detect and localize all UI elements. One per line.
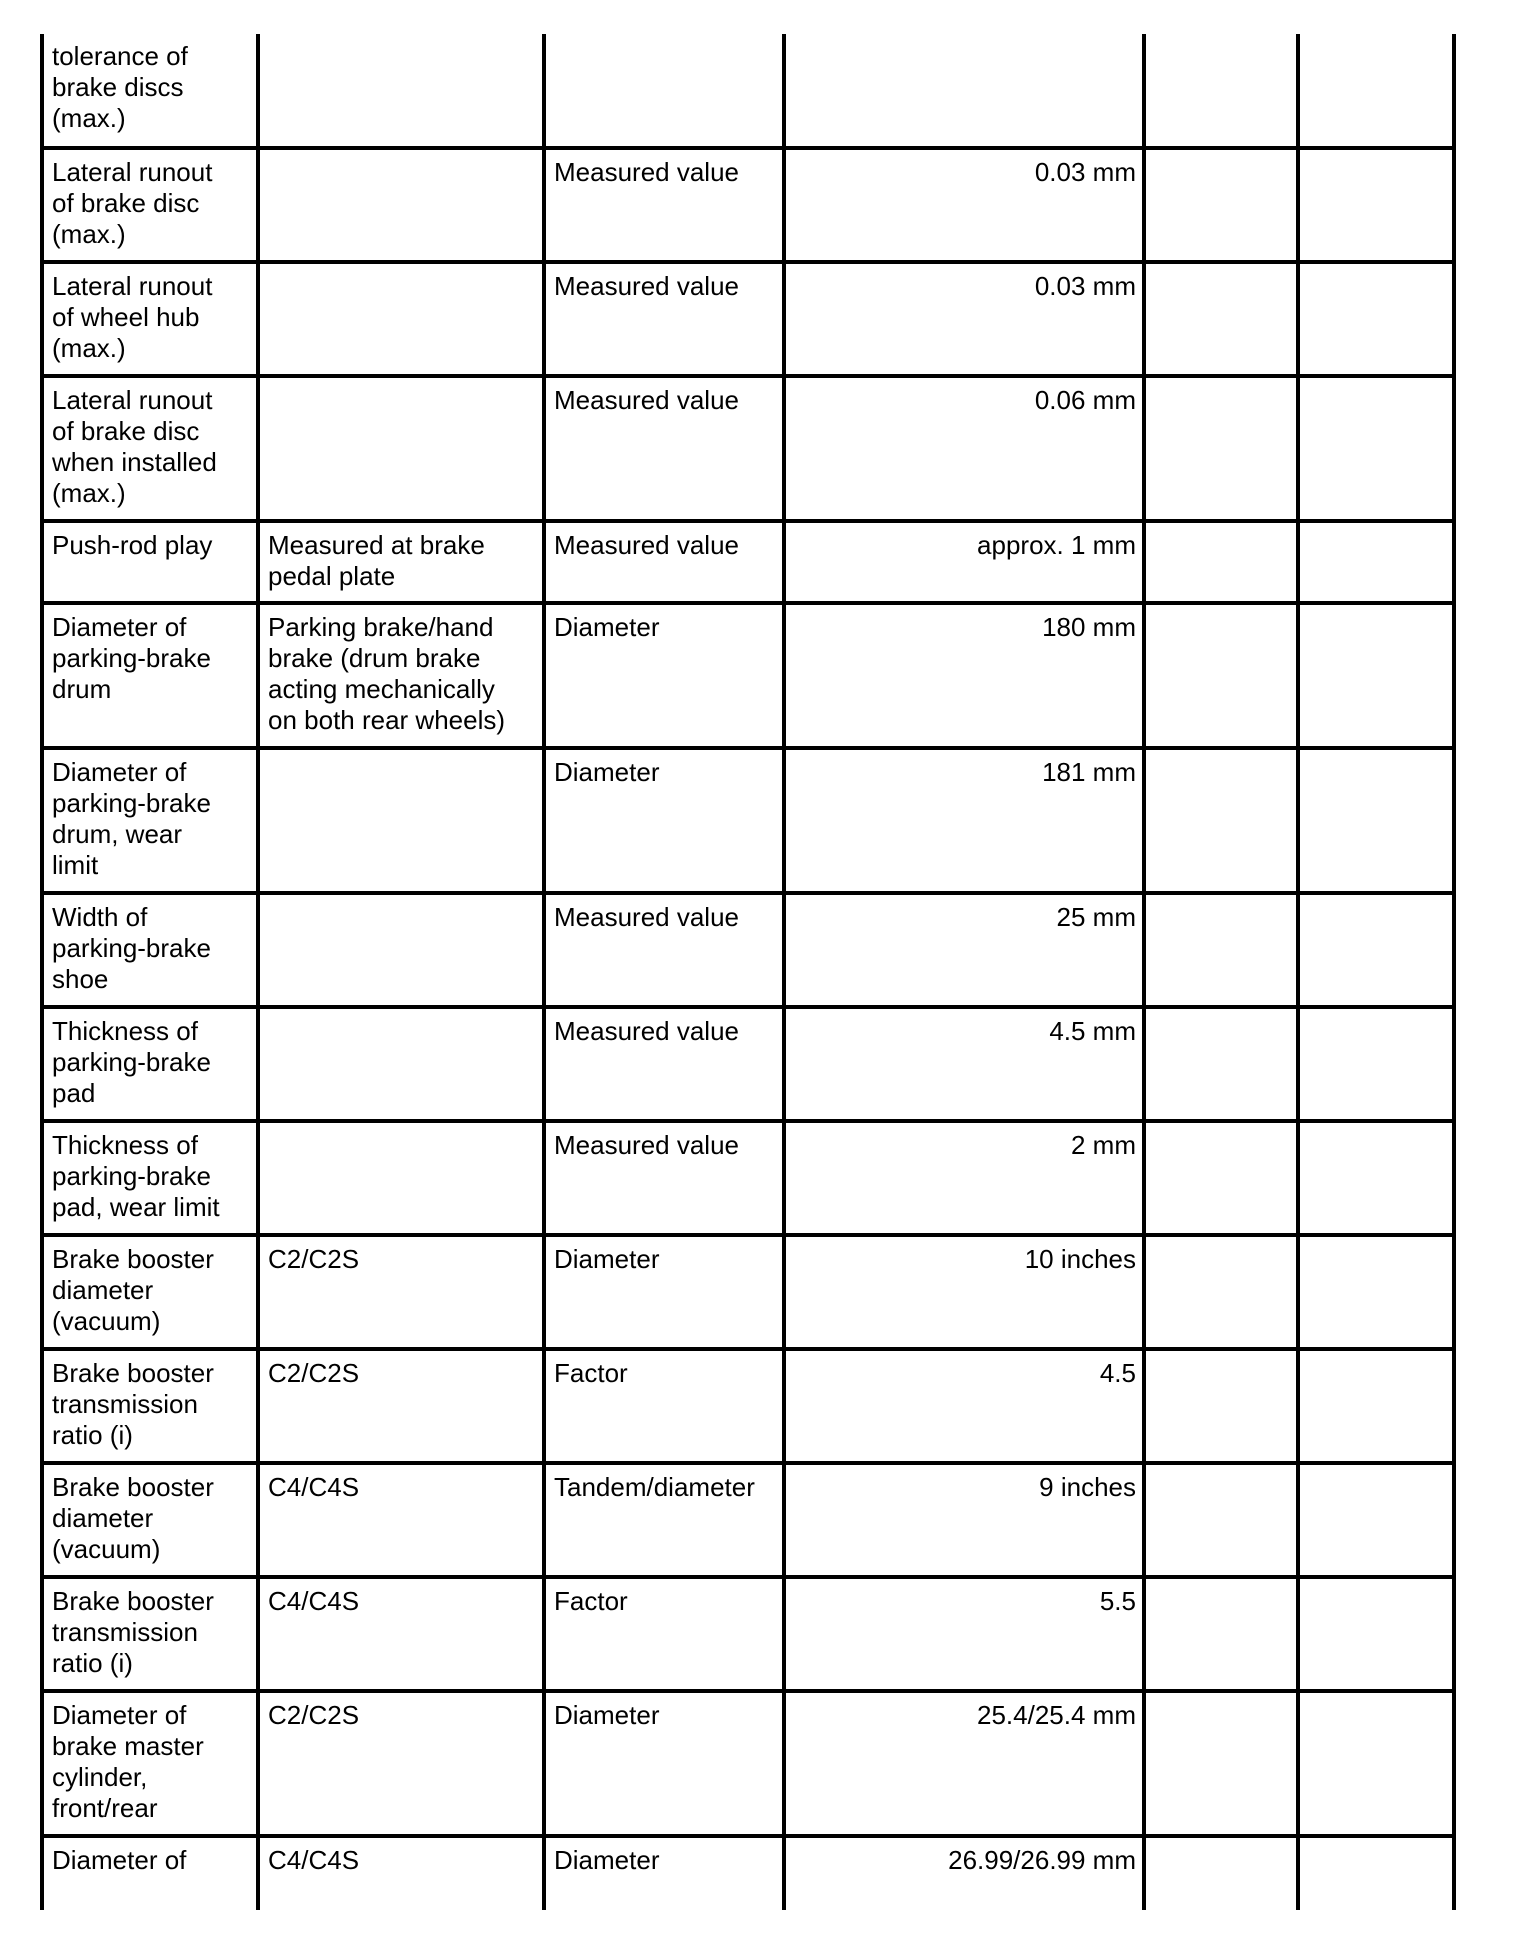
empty-cell bbox=[1144, 376, 1298, 521]
condition-cell bbox=[258, 262, 544, 376]
parameter-cell: Brake booster diameter (vacuum) bbox=[42, 1463, 258, 1577]
table-row bbox=[42, 1007, 1454, 1121]
table-row bbox=[42, 603, 1454, 748]
condition-cell bbox=[258, 34, 544, 148]
condition-cell: C4/C4S bbox=[258, 1836, 544, 1910]
table-row bbox=[42, 748, 1454, 893]
empty-cell bbox=[1144, 148, 1298, 262]
parameter-cell: tolerance of brake discs (max.) bbox=[42, 34, 258, 148]
specification-table bbox=[40, 34, 1456, 1910]
type-cell: Diameter bbox=[544, 1836, 784, 1910]
parameter-cell: Push-rod play bbox=[42, 521, 258, 603]
parameter-cell: Diameter of brake master cylinder, front/rear bbox=[42, 1691, 258, 1836]
parameter-cell: Thickness of parking-brake pad, wear limit bbox=[42, 1121, 258, 1235]
empty-cell bbox=[1298, 1007, 1454, 1121]
empty-cell bbox=[1144, 34, 1298, 148]
empty-cell bbox=[1298, 1836, 1454, 1910]
empty-cell bbox=[1144, 1836, 1298, 1910]
empty-cell bbox=[1144, 893, 1298, 1007]
empty-cell bbox=[1144, 1349, 1298, 1463]
condition-cell: C2/C2S bbox=[258, 1349, 544, 1463]
parameter-cell: Diameter of parking-brake drum bbox=[42, 603, 258, 748]
value-cell: 181 mm bbox=[784, 748, 1144, 893]
empty-cell bbox=[1144, 521, 1298, 603]
condition-cell: Measured at brake pedal plate bbox=[258, 521, 544, 603]
value-cell: 2 mm bbox=[784, 1121, 1144, 1235]
type-cell: Measured value bbox=[544, 148, 784, 262]
type-cell bbox=[544, 34, 784, 148]
parameter-cell: Diameter of bbox=[42, 1836, 258, 1910]
type-cell: Measured value bbox=[544, 1007, 784, 1121]
parameter-cell: Width of parking-brake shoe bbox=[42, 893, 258, 1007]
parameter-cell: Lateral runout of brake disc (max.) bbox=[42, 148, 258, 262]
empty-cell bbox=[1144, 1121, 1298, 1235]
value-cell: 0.06 mm bbox=[784, 376, 1144, 521]
table-row bbox=[42, 34, 1454, 148]
parameter-cell: Lateral runout of wheel hub (max.) bbox=[42, 262, 258, 376]
table-row bbox=[42, 376, 1454, 521]
type-cell: Measured value bbox=[544, 1121, 784, 1235]
empty-cell bbox=[1144, 1691, 1298, 1836]
type-cell: Diameter bbox=[544, 748, 784, 893]
condition-cell: C2/C2S bbox=[258, 1235, 544, 1349]
table-row bbox=[42, 262, 1454, 376]
type-cell: Diameter bbox=[544, 603, 784, 748]
type-cell: Measured value bbox=[544, 262, 784, 376]
value-cell: 180 mm bbox=[784, 603, 1144, 748]
table-row bbox=[42, 148, 1454, 262]
value-cell: 4.5 mm bbox=[784, 1007, 1144, 1121]
table-row bbox=[42, 1691, 1454, 1836]
table-row bbox=[42, 1577, 1454, 1691]
condition-cell bbox=[258, 748, 544, 893]
value-cell: 5.5 bbox=[784, 1577, 1144, 1691]
parameter-cell: Diameter of parking-brake drum, wear limit bbox=[42, 748, 258, 893]
value-cell: 10 inches bbox=[784, 1235, 1144, 1349]
empty-cell bbox=[1298, 748, 1454, 893]
value-cell: 4.5 bbox=[784, 1349, 1144, 1463]
empty-cell bbox=[1298, 1121, 1454, 1235]
empty-cell bbox=[1298, 521, 1454, 603]
condition-cell bbox=[258, 1007, 544, 1121]
empty-cell bbox=[1298, 1349, 1454, 1463]
empty-cell bbox=[1144, 1007, 1298, 1121]
empty-cell bbox=[1144, 603, 1298, 748]
table-row bbox=[42, 893, 1454, 1007]
value-cell bbox=[784, 34, 1144, 148]
type-cell: Diameter bbox=[544, 1691, 784, 1836]
empty-cell bbox=[1298, 376, 1454, 521]
value-cell: 0.03 mm bbox=[784, 262, 1144, 376]
empty-cell bbox=[1298, 893, 1454, 1007]
empty-cell bbox=[1298, 34, 1454, 148]
empty-cell bbox=[1298, 1463, 1454, 1577]
condition-cell: C4/C4S bbox=[258, 1463, 544, 1577]
type-cell: Measured value bbox=[544, 521, 784, 603]
table-row bbox=[42, 1235, 1454, 1349]
parameter-cell: Lateral runout of brake disc when installed (max.) bbox=[42, 376, 258, 521]
empty-cell bbox=[1298, 1235, 1454, 1349]
type-cell: Factor bbox=[544, 1577, 784, 1691]
parameter-cell: Brake booster transmission ratio (i) bbox=[42, 1577, 258, 1691]
empty-cell bbox=[1144, 748, 1298, 893]
empty-cell bbox=[1298, 1577, 1454, 1691]
type-cell: Diameter bbox=[544, 1235, 784, 1349]
value-cell: 25.4/25.4 mm bbox=[784, 1691, 1144, 1836]
type-cell: Tandem/diameter bbox=[544, 1463, 784, 1577]
table-row bbox=[42, 1121, 1454, 1235]
condition-cell: C2/C2S bbox=[258, 1691, 544, 1836]
empty-cell bbox=[1144, 1463, 1298, 1577]
table-row bbox=[42, 1836, 1454, 1910]
type-cell: Factor bbox=[544, 1349, 784, 1463]
empty-cell bbox=[1144, 262, 1298, 376]
parameter-cell: Thickness of parking-brake pad bbox=[42, 1007, 258, 1121]
type-cell: Measured value bbox=[544, 893, 784, 1007]
empty-cell bbox=[1144, 1235, 1298, 1349]
table-body bbox=[42, 34, 1454, 1910]
empty-cell bbox=[1144, 1577, 1298, 1691]
empty-cell bbox=[1298, 148, 1454, 262]
value-cell: 26.99/26.99 mm bbox=[784, 1836, 1144, 1910]
condition-cell: C4/C4S bbox=[258, 1577, 544, 1691]
condition-cell bbox=[258, 893, 544, 1007]
value-cell: 9 inches bbox=[784, 1463, 1144, 1577]
condition-cell: Parking brake/hand brake (drum brake acting mechanically on both rear wheels) bbox=[258, 603, 544, 748]
value-cell: 0.03 mm bbox=[784, 148, 1144, 262]
value-cell: approx. 1 mm bbox=[784, 521, 1144, 603]
type-cell: Measured value bbox=[544, 376, 784, 521]
condition-cell bbox=[258, 1121, 544, 1235]
table-row bbox=[42, 1463, 1454, 1577]
empty-cell bbox=[1298, 1691, 1454, 1836]
empty-cell bbox=[1298, 262, 1454, 376]
empty-cell bbox=[1298, 603, 1454, 748]
parameter-cell: Brake booster transmission ratio (i) bbox=[42, 1349, 258, 1463]
parameter-cell: Brake booster diameter (vacuum) bbox=[42, 1235, 258, 1349]
table-row bbox=[42, 1349, 1454, 1463]
condition-cell bbox=[258, 148, 544, 262]
table-row bbox=[42, 521, 1454, 603]
condition-cell bbox=[258, 376, 544, 521]
value-cell: 25 mm bbox=[784, 893, 1144, 1007]
